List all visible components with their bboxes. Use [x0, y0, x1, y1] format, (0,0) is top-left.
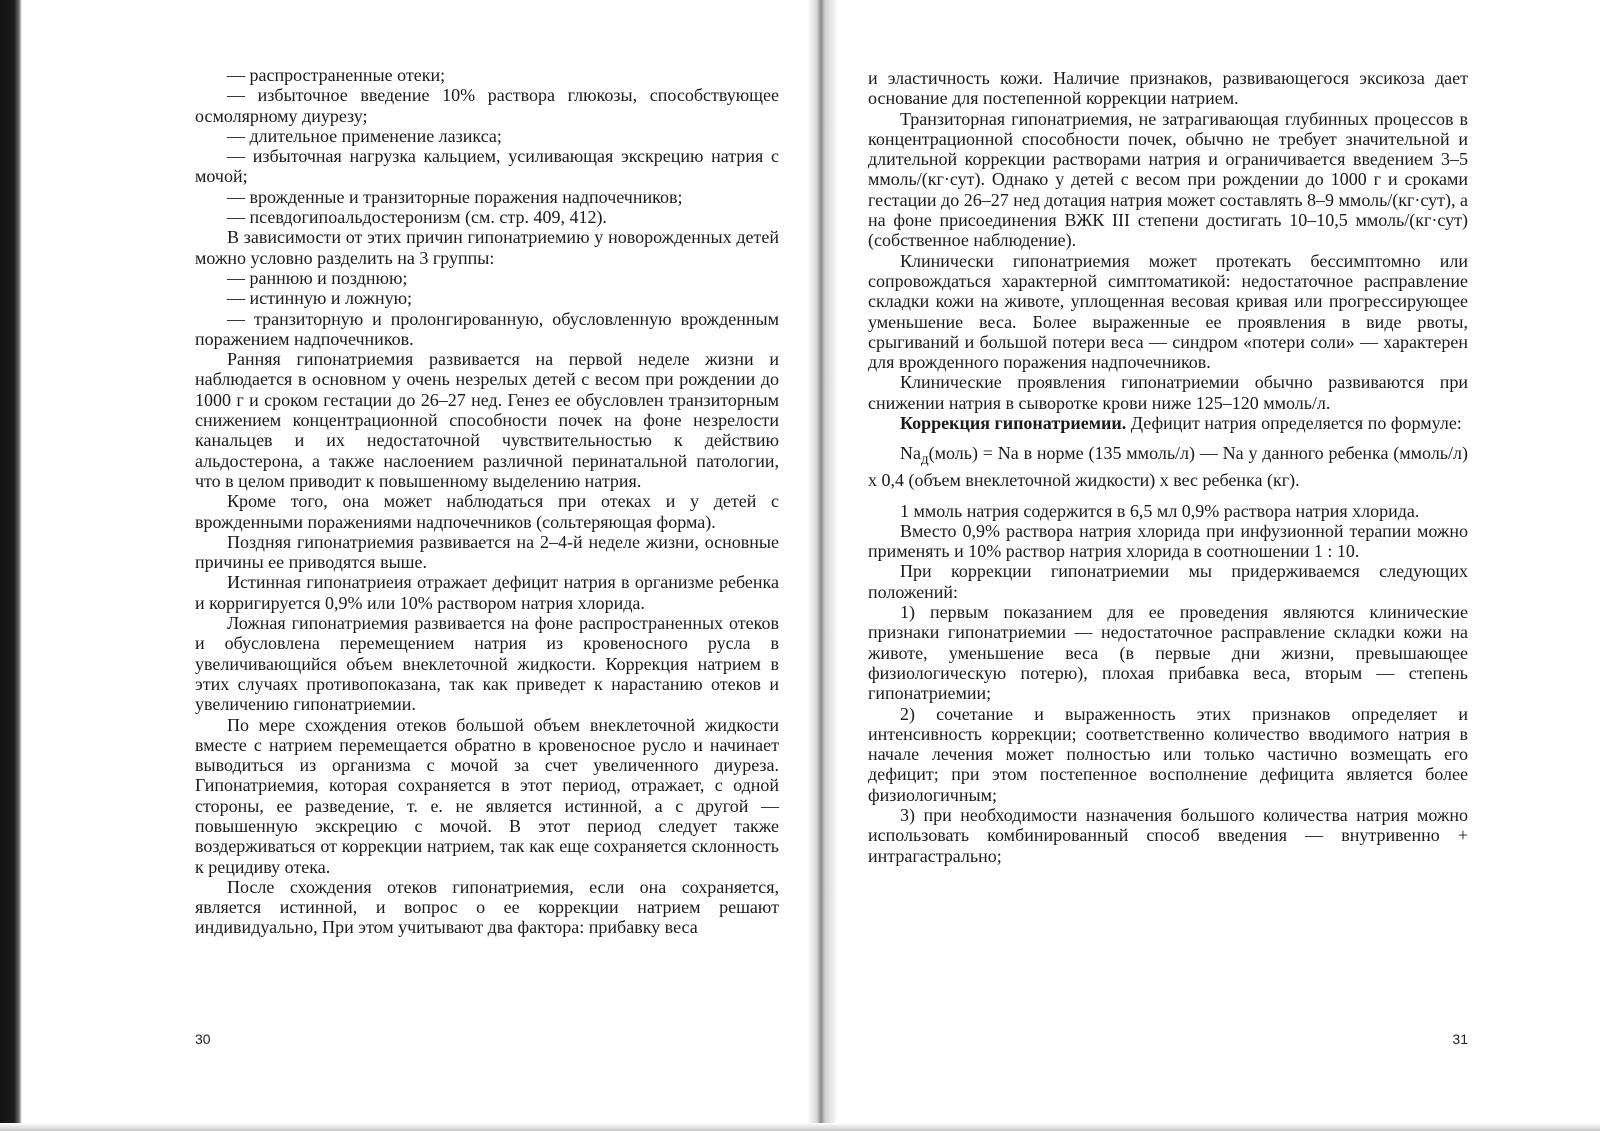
paragraph	[868, 413, 1468, 433]
paragraph: Кроме того, она может наблюдаться при отеках и у детей с врожденными поражениями надпочечников (сольтеряющая форма).	[195, 491, 779, 532]
paragraph: — избыточное введение 10% раствора глюкозы, способствующее осмолярному диурезу;	[195, 85, 779, 126]
paragraph: — врожденные и транзиторные поражения надпочечников;	[227, 186, 683, 207]
list-item: 2) сочетание и выраженность этих признаков определяет и интенсивность коррекции; соответственно количество вводимого натрия в начале лечения может полностью или только частично возмещать его дефицит; при этом постепенное восполнение дефицита является более физиологичным;	[868, 703, 1468, 805]
paragraph: — избыточная нагрузка кальцием, усиливающая экскрецию натрия с мочой;	[195, 146, 779, 187]
paragraph: — раннюю и позднюю;	[227, 267, 408, 288]
list-item: 1) первым показанием для ее проведения являются клинические признаки гипонатриемии — недостаточное расправление складки кожи на животе, уменьшение веса (в первые дни жизни, превышающее физиологическую потерю), плохая прибавка веса, вторым — степень гипонатриемии;	[868, 602, 1468, 704]
paragraph: 1 ммоль натрия содержится в 6,5 мл 0,9% раствора натрия хлорида.	[900, 500, 1420, 521]
paragraph: Клинически гипонатриемия может протекать бессимптомно или сопровождаться характерной симптоматикой: недостаточное расправление складки кожи на животе, уплощенная весовая кривая или прогрессирующее уменьшение веса. Более выраженные ее проявления в виде рвоты, срыгиваний и большой потери веса — синдром «потери соли» — характерен для врожденного поражения надпочечников.	[868, 250, 1468, 373]
paragraph: Клинические проявления гипонатриемии обычно развиваются при снижении натрия в сыворотке крови ниже 125–120 ммоль/л.	[868, 372, 1468, 413]
paragraph: При коррекции гипонатриемии мы придерживаемся следующих положений:	[868, 561, 1468, 602]
formula	[868, 443, 1468, 490]
paragraph: Ложная гипонатриемия развивается на фоне распространенных отеков и обусловлена перемещением натрия из кровеносного русла в увеличивающийся объем внеклеточной жидкости. Коррекция натрием в этих случаях противопоказана, так как приведет к нарастанию отеков и увеличению гипонатриемии.	[195, 613, 779, 715]
section-heading: Коррекция гипонатриемии.	[900, 413, 1127, 434]
page-number: 30	[195, 1031, 211, 1047]
paragraph: — истинную и ложную;	[227, 288, 413, 309]
paragraph: — длительное применение лазикса;	[227, 125, 502, 146]
left-page	[195, 0, 779, 1131]
page-number: 31	[1452, 1031, 1468, 1047]
list-item: 3) при необходимости назначения большого количества натрия можно использовать комбинированный способ введения — внутривенно + интрагастрально;	[868, 804, 1468, 866]
right-page	[868, 0, 1468, 1131]
paragraph: Поздняя гипонатриемия развивается на 2–4-й неделе жизни, основные причины ее приводятся выше.	[195, 531, 779, 573]
paragraph: По мере схождения отеков большой объем внеклеточной жидкости вместе с натрием перемещается обратно в кровеносное русло и начинает выводиться из организма с мочой за счет увеличенного диуреза. Гипонатриемия, которая сохраняется в этот период, отражает, с одной стороны, ее разведение, т. е. не является истинной, а с другой — повышенную экскрецию с мочой. В этот период следует также воздерживаться от коррекции натрием, так как еще сохраняется склонность к рецидиву отека.	[195, 714, 779, 877]
left-page-text	[195, 65, 779, 938]
paragraph: Ранняя гипонатриемия развивается на первой неделе жизни и наблюдается в основном у очень незрелых детей с весом при рождении до 1000 г и сроком гестации до 26–27 нед. Генез ее обусловлен транзиторным снижением концентрационной способности почек на фоне незрелости канальцев и их недостаточной чувствительностью к действию альдостерона, а также наслоением различной перинатальной патологии, что в целом приводит к повышенному выделению натрия.	[195, 349, 779, 491]
paragraph: — распространенные отеки;	[227, 65, 446, 85]
formula-subscript: д	[921, 451, 929, 468]
book-gutter	[808, 0, 838, 1131]
paragraph: Вместо 0,9% раствора натрия хлорида при инфузионной терапии можно применять и 10% раствор натрия хлорида в соотношении 1 : 10.	[868, 520, 1468, 562]
paragraph: — транзиторную и пролонгированную, обусловленную врожденным поражением надпочечников.	[195, 308, 779, 349]
paragraph: — псевдогипоальдостеронизм (см. стр. 409, 412).	[227, 207, 607, 228]
paragraph: Транзиторная гипонатриемия, не затрагивающая глубинных процессов в концентрационной способности почек, обычно не требует значительной и длительной коррекции растворами натрия и ограничивается введением 3–5 ммоль/(кг·сут). Однако у детей с весом при рождении до 1000 г и сроками гестации до 26–27 нед дотация натрия может составлять 8–9 ммоль/(кг·сут), а на фоне присоединения ВЖК III степени достигать 10–10,5 ммоль/(кг·сут) (собственное наблюдение).	[868, 108, 1468, 251]
formula-text: (моль) = Na в норме (135 ммоль/л) — Na у данного ребенка (ммоль/л) х 0,4 (объем внеклеточной жидкости) х вес ребенка (кг).	[868, 443, 1468, 491]
scan-left-edge	[0, 0, 22, 1131]
formula-symbol: Na	[900, 443, 921, 464]
paragraph-text: Дефицит натрия определяется по формуле:	[1126, 413, 1462, 434]
paragraph: После схождения отеков гипонатриемия, если она сохраняется, является истинной, и вопрос о ее коррекции натрием решают индивидуально, При этом учитывают два фактора: прибавку веса	[195, 876, 779, 938]
paragraph: и эластичность кожи. Наличие признаков, развивающегося эксикоза дает основание для постепенной коррекции натрием.	[868, 68, 1468, 109]
paragraph: Истинная гипонатриеия отражает дефицит натрия в организме ребенка и корригируется 0,9% или 10% раствором натрия хлорида.	[195, 572, 779, 613]
right-page-text	[868, 68, 1468, 866]
paragraph: В зависимости от этих причин гипонатриемию у новорожденных детей можно условно разделить на 3 группы:	[195, 227, 779, 268]
